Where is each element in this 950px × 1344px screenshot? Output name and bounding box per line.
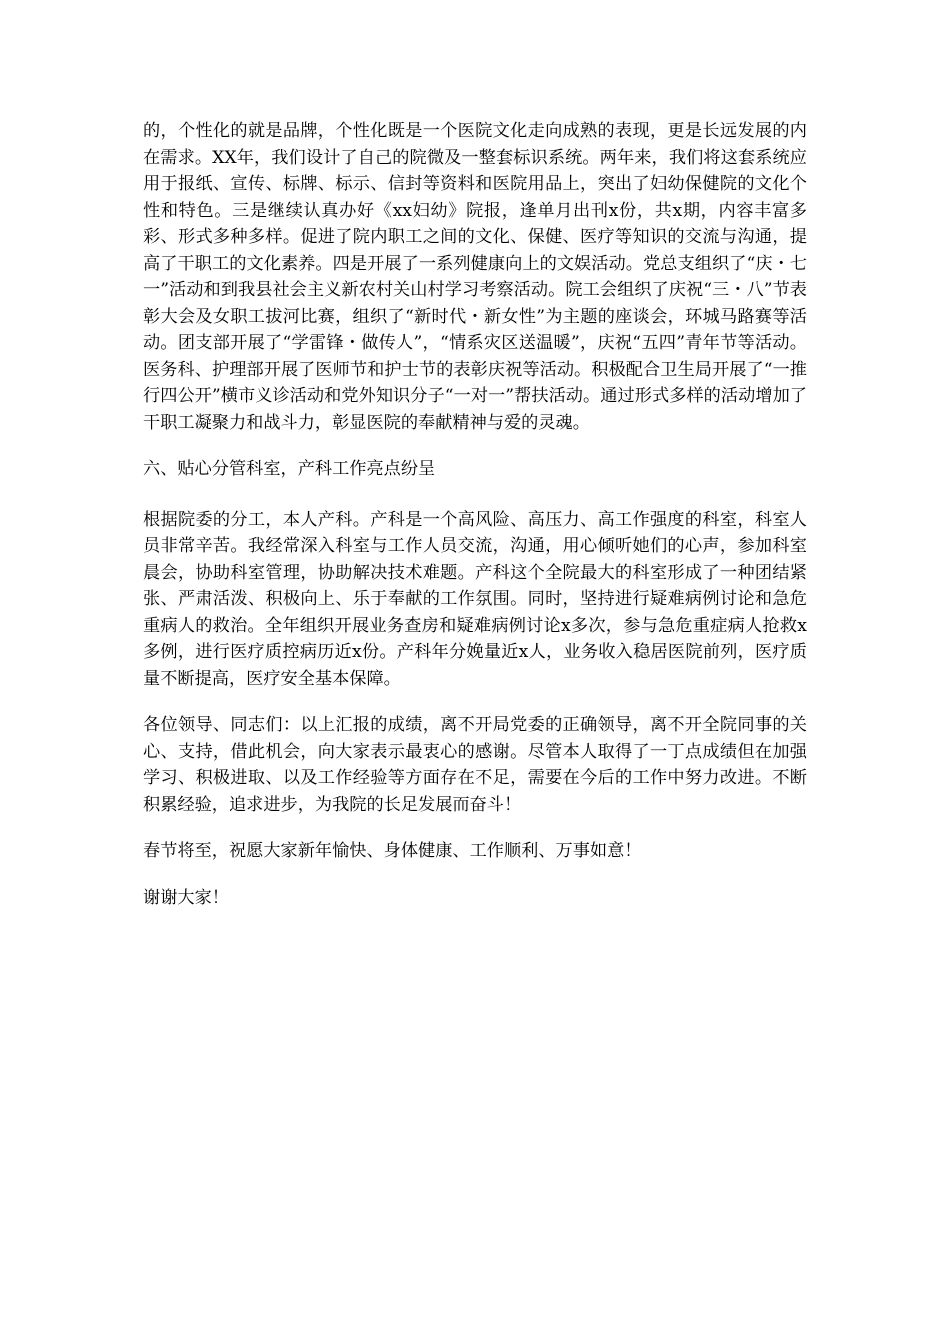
closing-thanks: 谢谢大家！ — [143, 887, 229, 908]
body-paragraph: 根据院委的分工，本人产科。产科是一个高风险、高压力、高工作强度的科室，科室人员非常辛苦。我经常深入科室与工作人员交流，沟通，用心倾听她们的心声，参加科室晨会，协助科室管理，协助解决技术难题。产科这个全院最大的科室形成了一种团结紧张、严肃活泼、积极向上、乐于奉献的工作氛围。同时，坚持进行疑难病例讨论和急危重病人的救治。全年组织开展业务查房和疑难病例讨论x多次，参与急危重症病人抢救x多例，进行医疗质控病历近x份。产科年分娩量近x人，业务收入稳居医院前列，医疗质量不断提高，医疗安全基本保障。 — [143, 509, 807, 689]
body-paragraph: 的，个性化的就是品牌，个性化既是一个医院文化走向成熟的表现，更是长远发展的内在需求。XX年，我们设计了自己的院微及一整套标识系统。两年来，我们将这套系统应用于报纸、宣传、标牌、标示、信封等资料和医院用品上，突出了妇幼保健院的文化个性和特色。三是继续认真办好《xx妇幼》院报，逢单月出刊x份，共x期，内容丰富多彩、形式多种多样。促进了院内职工之间的文化、保健、医疗等知识的交流与沟通，提高了干职工的文化素养。四是开展了一系列健康向上的文娱活动。党总支组织了“庆・七一”活动和到我县社会主义新农村关山村学习考察活动。院工会组织了庆祝“三・八”节表彰大会及女职工拔河比赛，组织了“新时代・新女性”为主题的座谈会，环城马路赛等活动。团支部开展了“学雷锋・做传人”，“情系灾区送温暖”，庆祝“五四”青年节等活动。医务科、护理部开展了医师节和护士节的表彰庆祝等活动。积极配合卫生局开展了“一推行四公开”横市义诊活动和党外知识分子“一对一”帮扶活动。通过形式多样的活动增加了干职工凝聚力和战斗力，彰显医院的奉献精神与爱的灵魂。 — [143, 121, 807, 433]
body-paragraph: 各位领导、同志们：以上汇报的成绩，离不开局党委的正确领导，离不开全院同事的关心、支持，借此机会，向大家表示最衷心的感谢。尽管本人取得了一丁点成绩但在加强学习、积极进取、以及工作经验等方面存在不足，需要在今后的工作中努力改进。不断积累经验，追求进步，为我院的长足发展而奋斗！ — [143, 715, 807, 815]
closing-greeting: 春节将至，祝愿大家新年愉快、身体健康、工作顺利、万事如意！ — [143, 841, 642, 861]
document-body — [143, 118, 807, 931]
section-heading: 六、贴心分管科室，产科工作亮点纷呈 — [143, 459, 436, 479]
